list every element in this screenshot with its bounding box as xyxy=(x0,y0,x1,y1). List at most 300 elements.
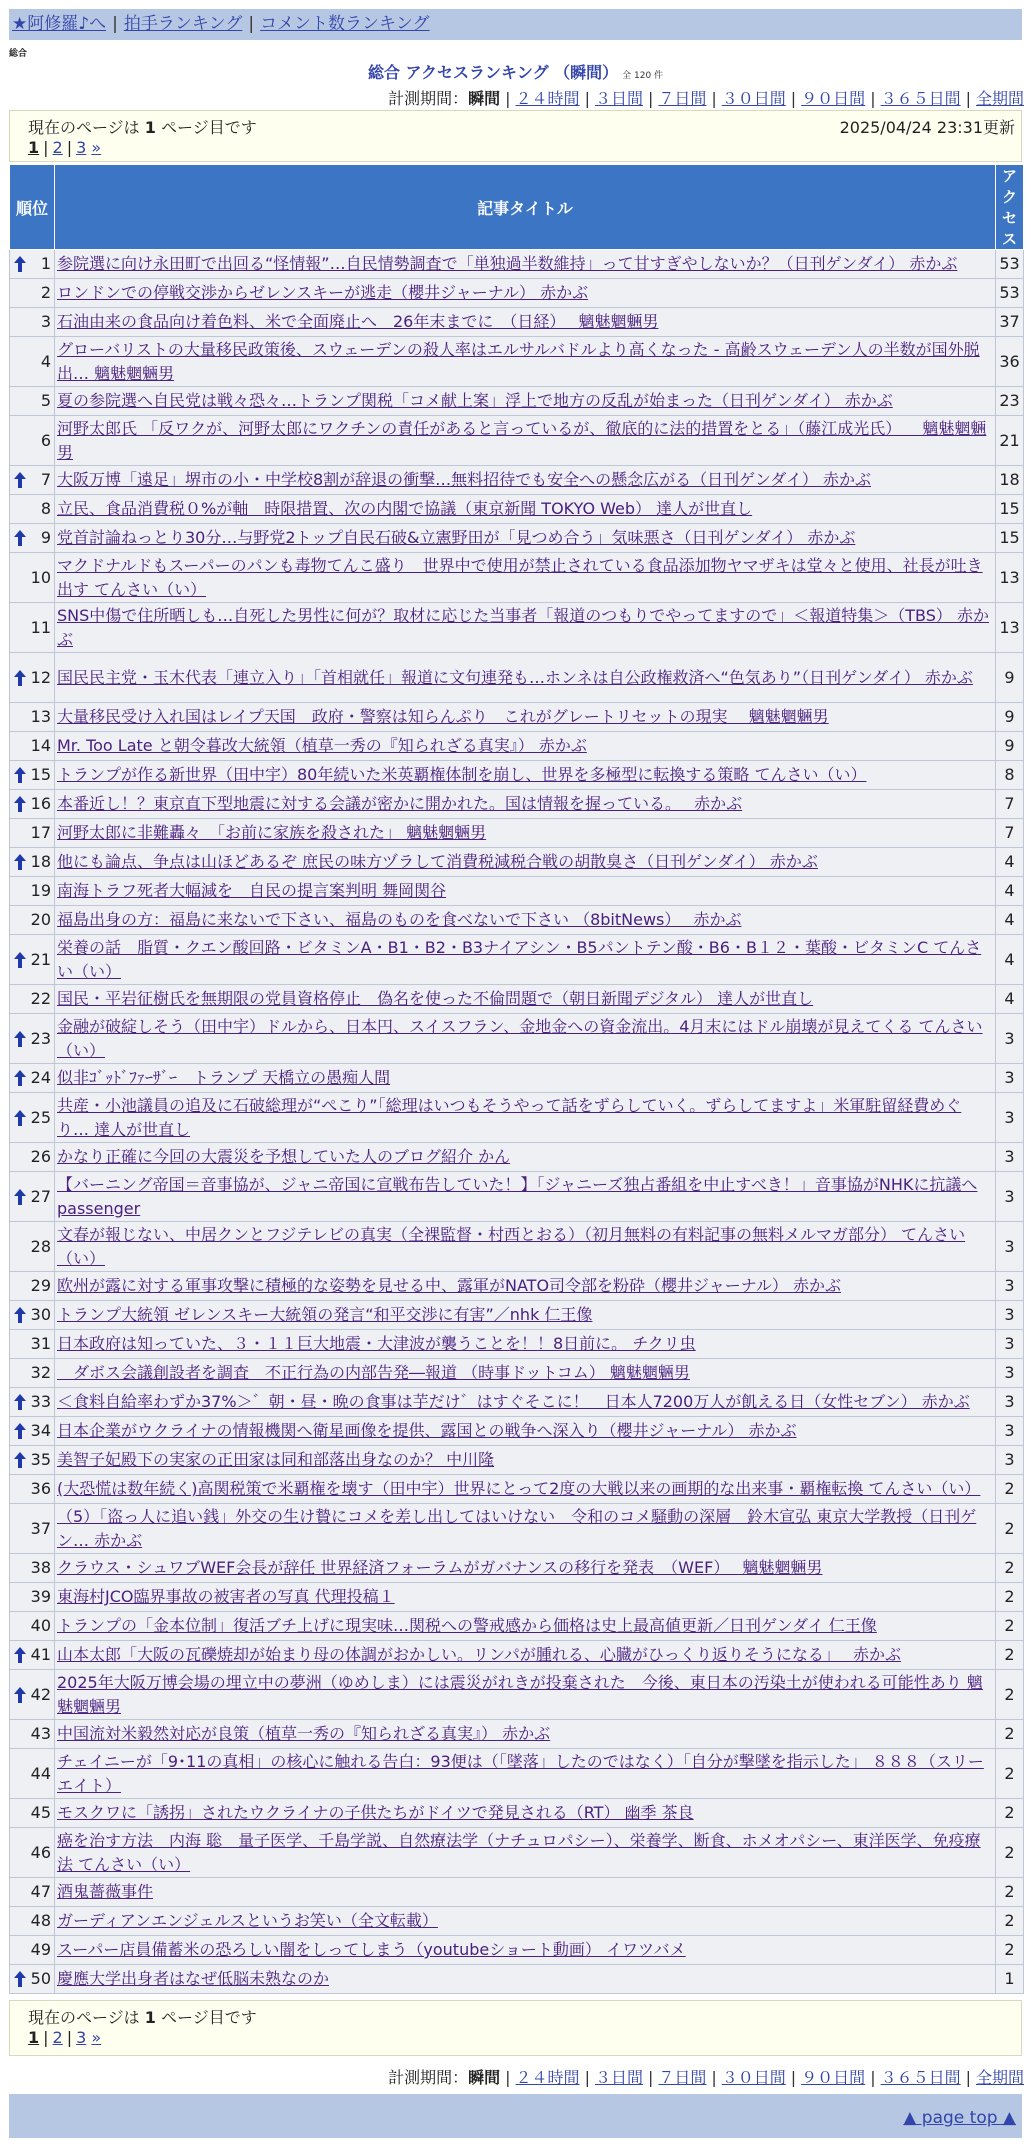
footer-bar xyxy=(9,2094,1022,2138)
rank-number: 7 xyxy=(40,470,51,489)
rank-number: 21 xyxy=(30,949,51,969)
ranking-row xyxy=(10,1301,1024,1330)
rank-number: 28 xyxy=(30,1236,51,1256)
title-cell xyxy=(55,1799,996,1828)
access-count: 21 xyxy=(996,416,1024,466)
title-cell xyxy=(55,1330,996,1359)
rank-cell xyxy=(10,732,55,761)
ranking-row xyxy=(10,603,1024,653)
pagination xyxy=(28,138,101,157)
period-separator: | xyxy=(790,2068,797,2087)
access-count: 13 xyxy=(996,603,1024,653)
rank-cell xyxy=(10,553,55,603)
page-link[interactable]: 1 xyxy=(28,138,40,157)
rank-up-arrow-icon xyxy=(14,1110,26,1126)
title-cell xyxy=(55,1475,996,1504)
page-top-link[interactable]: ▲ page top ▲ xyxy=(903,2108,1016,2128)
nav-separator: | xyxy=(112,14,118,34)
access-count: 53 xyxy=(996,250,1024,279)
ranking-row xyxy=(10,1504,1024,1554)
title-cell xyxy=(55,1670,996,1720)
rank-number: 36 xyxy=(30,1479,51,1498)
asyura-home-link[interactable]: ★阿修羅♪へ xyxy=(12,14,107,34)
access-count: 3 xyxy=(996,1014,1024,1064)
period-option-link[interactable]: ３０日間 xyxy=(721,2068,786,2087)
ranking-row xyxy=(10,1064,1024,1093)
ranking-row xyxy=(10,466,1024,495)
access-count: 4 xyxy=(996,935,1024,985)
article-title-link[interactable]: 山本太郎「大阪の瓦礫焼却が始まり母の体調がおかしい。リンパが腫れる、心臓がひっくり返りそうになる」 赤かぶ xyxy=(57,1645,901,1664)
access-count: 53 xyxy=(996,279,1024,308)
article-title-link[interactable]: 立民、食品消費税０%が軸 時限措置、次の内閣で協議（東京新聞 TOKYO Web） 達人が世直し xyxy=(57,499,753,518)
article-title-link[interactable]: 他にも論点、争点は山ほどあるぞ 庶民の味方ヅラして消費税減税合戦の胡散臭さ（日刊ゲンダイ） 赤かぶ xyxy=(57,852,818,871)
ranking-row xyxy=(10,250,1024,279)
period-separator: | xyxy=(965,2068,971,2087)
article-title-link[interactable]: スーパー店員備蓄米の恐ろしい闇をしってしまう（youtubeショート動画） イワツバメ xyxy=(57,1940,686,1959)
article-title-link[interactable]: 文春が報じない、中居クンとフジテレビの真実（全裸監督・村西とおる）（初月無料の有料記事の無料メルマガ部分） てんさい（い） xyxy=(57,1224,966,1268)
article-title-link[interactable]: 2025年大阪万博会場の埋立中の夢洲（ゆめしま）には震災がれきが投棄された 今後、東日本の汚染土が使われる可能性あり 魑魅魍魎男 xyxy=(57,1672,983,1716)
rank-cell xyxy=(10,877,55,906)
title-cell xyxy=(55,1828,996,1878)
rank-number: 19 xyxy=(30,881,51,900)
access-count: 7 xyxy=(996,819,1024,848)
article-title-link[interactable]: 東海村JCO臨界事故の被害者の写真 代理投稿１ xyxy=(57,1587,395,1606)
access-count: 9 xyxy=(996,732,1024,761)
access-count: 2 xyxy=(996,1749,1024,1799)
article-title-link[interactable]: クラウス・シュワブWEF会長が辞任 世界経済フォーラムがガバナンスの移行を発表 （WEF） 魑魅魍魎男 xyxy=(57,1558,823,1577)
rank-cell xyxy=(10,761,55,790)
rank-cell xyxy=(10,819,55,848)
rank-number: 30 xyxy=(30,1305,51,1324)
next-page-link[interactable]: » xyxy=(91,2028,102,2047)
article-title-link[interactable]: 河野太郎に非難轟々 「お前に家族を殺された」 魑魅魍魎男 xyxy=(57,823,487,842)
rank-cell xyxy=(10,387,55,416)
period-option-link[interactable]: ７日間 xyxy=(658,89,707,108)
rank-number: 31 xyxy=(30,1334,51,1353)
access-count: 3 xyxy=(996,1417,1024,1446)
title-cell xyxy=(55,603,996,653)
rank-cell xyxy=(10,1554,55,1583)
access-count: 1 xyxy=(996,1965,1024,1994)
rank-up-arrow-icon xyxy=(14,1394,26,1410)
title-cell xyxy=(55,1172,996,1222)
rank-number: 29 xyxy=(30,1276,51,1295)
article-title-link[interactable]: 大阪万博「遠足」堺市の小・中学校8割が辞退の衝撃…無料招待でも安全への懸念広がる（日刊ゲンダイ） 赤かぶ xyxy=(57,470,871,489)
ranking-row xyxy=(10,1388,1024,1417)
article-title-link[interactable]: 美智子妃殿下の実家の正田家は同和部落出身なのか？ 中川隆 xyxy=(57,1450,495,1469)
rank-number: 43 xyxy=(30,1724,51,1743)
ranking-row xyxy=(10,1936,1024,1965)
article-title-link[interactable]: マクドナルドもスーパーのパンも毒物てんこ盛り 世界中で使用が禁止されている食品添加物ヤマザキは堂々と使用、社長が吐き出す てんさい（い） xyxy=(57,555,983,599)
title-cell xyxy=(55,1064,996,1093)
title-cell xyxy=(55,1554,996,1583)
article-title-link[interactable]: 酒鬼薔薇事件 xyxy=(57,1882,154,1901)
article-title-link[interactable]: 夏の参院選へ自民党は戦々恐々…トランプ関税「コメ献上案」浮上で地方の反乱が始まった（日刊ゲンダイ） 赤かぶ xyxy=(57,391,893,410)
title-cell xyxy=(55,1301,996,1330)
access-count: 9 xyxy=(996,703,1024,732)
ranking-row xyxy=(10,1172,1024,1222)
rank-up-arrow-icon xyxy=(14,256,26,272)
period-option-link[interactable]: ２４時間 xyxy=(515,89,580,108)
ranking-row xyxy=(10,1799,1024,1828)
ranking-row xyxy=(10,703,1024,732)
rank-number: 14 xyxy=(30,736,51,755)
access-count: 4 xyxy=(996,848,1024,877)
title-cell xyxy=(55,1641,996,1670)
article-title-link[interactable]: 国民民主党・玉木代表「連立入り」「首相就任」報道に文句連発も…ホンネは自公政権救済へ“色気あり”（日刊ゲンダイ） 赤かぶ xyxy=(57,667,973,687)
title-cell xyxy=(55,416,996,466)
period-option-link[interactable]: ３日間 xyxy=(594,89,643,108)
ranking-row xyxy=(10,495,1024,524)
access-count: 2 xyxy=(996,1828,1024,1878)
period-separator: | xyxy=(870,2068,876,2087)
article-title-link[interactable]: 参院選に向け永田町で出回る“怪情報”…自民情勢調査で「単独過半数維持」って甘すぎやしないか？（日刊ゲンダイ） 赤かぶ xyxy=(57,254,958,273)
ranking-row xyxy=(10,337,1024,387)
period-separator: | xyxy=(647,89,654,108)
rank-number: 49 xyxy=(30,1940,51,1959)
title-cell xyxy=(55,1388,996,1417)
period-separator: | xyxy=(870,89,876,108)
rank-number: 23 xyxy=(30,1028,51,1048)
ranking-row xyxy=(10,1670,1024,1720)
period-option-link[interactable]: ３日間 xyxy=(594,2068,643,2087)
rank-number: 6 xyxy=(40,430,51,450)
ranking-row xyxy=(10,935,1024,985)
period-option-link[interactable]: ３０日間 xyxy=(721,89,786,108)
access-count: 3 xyxy=(996,1093,1024,1143)
article-title-link[interactable]: ロンドンでの停戦交渉からゼレンスキーが逃走（櫻井ジャーナル） 赤かぶ xyxy=(57,283,589,302)
rank-cell xyxy=(10,495,55,524)
ranking-row xyxy=(10,524,1024,553)
page-info-top xyxy=(9,110,1022,162)
article-title-link[interactable]: ダボス会議創設者を調査 不正行為の内部告発―報道 （時事ドットコム） 魑魅魍魎男 xyxy=(57,1363,690,1382)
article-title-link[interactable]: （5）「盗っ人に追い銭」外交の生け贄にコメを差し出してはいけない 令和のコメ騒動の深層 鈴木宣弘 東京大学教授（日刊ゲン… 赤かぶ xyxy=(57,1506,977,1550)
article-title-link[interactable]: トランプ大統領 ゼレンスキー大統領の発言“和平交渉に有害”／nhk 仁王像 xyxy=(57,1305,593,1324)
pager-separator: | xyxy=(66,138,73,157)
rank-cell xyxy=(10,1446,55,1475)
rank-number: 15 xyxy=(30,765,51,784)
col-access-header: アクセス xyxy=(996,165,1024,250)
title-cell xyxy=(55,308,996,337)
rank-number: 32 xyxy=(30,1363,51,1382)
rank-number: 37 xyxy=(30,1518,51,1538)
rank-number: 5 xyxy=(40,391,51,410)
article-title-link[interactable]: 国民・平岩征樹氏を無期限の党員資格停止 偽名を使った不倫問題で（朝日新聞デジタル） 達人が世直し xyxy=(57,989,814,1008)
article-title-link[interactable]: トランプの「金本位制」復活ブチ上げに現実味…関税への警戒感から価格は史上最高値更新／日刊ゲンダイ 仁王像 xyxy=(57,1616,877,1635)
ranking-row xyxy=(10,387,1024,416)
pager-separator: | xyxy=(43,138,49,157)
article-title-link[interactable]: 【バーニング帝国＝音事協が、ジャニ帝国に宣戦布告していた！】「ジャニーズ独占番組を中止すべき！」音事協がNHKに抗議へ passenger xyxy=(57,1174,978,1218)
article-title-link[interactable]: 南海トラフ死者大幅減を 自民の提言案判明 舞岡関谷 xyxy=(57,881,447,900)
title-cell xyxy=(55,1272,996,1301)
title-cell xyxy=(55,279,996,308)
ranking-table xyxy=(9,164,1024,1994)
table-header-row xyxy=(10,165,1024,250)
rank-number: 38 xyxy=(30,1558,51,1577)
ranking-row xyxy=(10,1446,1024,1475)
access-count: 3 xyxy=(996,1143,1024,1172)
article-title-link[interactable]: トランプが作る新世界（田中宇）80年続いた米英覇権体制を崩し、世界を多極型に転換する策略 てんさい（い） xyxy=(57,765,867,784)
rank-cell xyxy=(10,935,55,985)
ranking-row xyxy=(10,848,1024,877)
rank-cell xyxy=(10,1670,55,1720)
title-cell xyxy=(55,1583,996,1612)
period-separator: | xyxy=(584,2068,590,2087)
period-current: 瞬間 xyxy=(468,2068,501,2087)
article-title-link[interactable]: 本番近し！？東京直下型地震に対する会議が密かに開かれた。国は情報を握っている。 赤かぶ xyxy=(57,794,743,813)
rank-cell xyxy=(10,279,55,308)
page-link[interactable]: 1 xyxy=(28,2028,40,2047)
ranking-row xyxy=(10,653,1024,703)
article-title-link[interactable]: 似非ｺﾞｯﾄﾞﾌｧｰｻﾞｰ トランプ 天橋立の愚痴人間 xyxy=(57,1068,391,1087)
ranking-row xyxy=(10,1554,1024,1583)
ranking-row xyxy=(10,1641,1024,1670)
title-cell xyxy=(55,653,996,703)
ranking-row xyxy=(10,1359,1024,1388)
title-cell xyxy=(55,1014,996,1064)
access-count: 9 xyxy=(996,653,1024,703)
period-separator: | xyxy=(711,2068,717,2087)
title-cell xyxy=(55,1417,996,1446)
ranking-row xyxy=(10,1878,1024,1907)
period-option-link[interactable]: ７日間 xyxy=(658,2068,707,2087)
rank-number: 11 xyxy=(30,617,51,637)
article-title-link[interactable]: モスクワに「誘拐」されたウクライナの子供たちがドイツで発見される（RT） 幽季 茶良 xyxy=(57,1803,694,1822)
title-cell xyxy=(55,1720,996,1749)
rank-number: 18 xyxy=(30,852,51,871)
ranking-row xyxy=(10,877,1024,906)
rank-cell xyxy=(10,1388,55,1417)
rank-cell xyxy=(10,1064,55,1093)
period-option-link[interactable]: 全期間 xyxy=(975,89,1024,108)
title-cell xyxy=(55,1093,996,1143)
article-title-link[interactable]: 日本企業がウクライナの情報機関へ衛星画像を提供、露国との戦争へ深入り（櫻井ジャーナル） 赤かぶ xyxy=(57,1421,797,1440)
rank-cell xyxy=(10,1222,55,1272)
ranking-title: 総合 アクセスランキング （瞬間） xyxy=(367,63,619,82)
rank-number: 8 xyxy=(40,499,51,518)
article-title-link[interactable]: Mr. Too Late と朝令暮改大統領（植草一秀の『知られざる真実』） 赤かぶ xyxy=(57,736,587,755)
access-count: 15 xyxy=(996,495,1024,524)
page-link[interactable]: 3 xyxy=(76,2028,87,2047)
ranking-row xyxy=(10,1330,1024,1359)
page-link[interactable]: 2 xyxy=(52,2028,63,2047)
rank-cell xyxy=(10,1093,55,1143)
updated-timestamp: 2025/04/24 23:31更新 xyxy=(839,118,1015,137)
period-selector xyxy=(388,2065,1024,2088)
rank-cell xyxy=(10,1504,55,1554)
ranking-row xyxy=(10,819,1024,848)
rank-number: 47 xyxy=(30,1882,51,1901)
title-cell xyxy=(55,1878,996,1907)
article-title-link[interactable]: 中国流対米毅然対応が良策（植草一秀の『知られざる真実』） 赤かぶ xyxy=(57,1724,551,1743)
rank-cell xyxy=(10,466,55,495)
title-cell xyxy=(55,495,996,524)
article-title-link[interactable]: 共産・小池議員の追及に石破総理が“ぺこり”「総理はいつもそうやって話をずらしていく。ずらしてますよ」米軍駐留経費めぐり… 達人が世直し xyxy=(57,1095,962,1139)
rank-number: 50 xyxy=(30,1969,51,1988)
ranking-row xyxy=(10,553,1024,603)
rank-number: 25 xyxy=(30,1107,51,1127)
rank-number: 46 xyxy=(30,1842,51,1862)
ranking-row xyxy=(10,1907,1024,1936)
rank-up-arrow-icon xyxy=(14,854,26,870)
title-cell xyxy=(55,732,996,761)
access-count: 3 xyxy=(996,1388,1024,1417)
access-count: 8 xyxy=(996,761,1024,790)
article-title-link[interactable]: 大量移民受け入れ国はレイプ天国 政府・警察は知らんぷり これがグレートリセットの現実 魑魅魍魎男 xyxy=(57,707,829,726)
rank-cell xyxy=(10,790,55,819)
article-title-link[interactable]: ＜食料自給率わずか37%＞゛朝・昼・晩の食事は芋だけ゛はすぐそこに！ 日本人7200万人が飢える日（女性セブン） 赤かぶ xyxy=(57,1392,970,1411)
title-cell xyxy=(55,466,996,495)
rank-cell xyxy=(10,906,55,935)
title-cell xyxy=(55,906,996,935)
title-cell xyxy=(55,387,996,416)
access-count: 2 xyxy=(996,1641,1024,1670)
rank-cell xyxy=(10,524,55,553)
ranking-row xyxy=(10,1720,1024,1749)
period-separator: | xyxy=(505,89,511,108)
comment-ranking-link[interactable]: コメント数ランキング xyxy=(260,14,430,34)
article-title-link[interactable]: (大恐慌は数年続く)高関税策で米覇権を壊す（田中宇）世界にとって2度の大戦以来の画期的な出来事・覇権転換 てんさい（い） xyxy=(57,1479,981,1498)
ranking-row xyxy=(10,1583,1024,1612)
title-cell xyxy=(55,553,996,603)
access-count: 2 xyxy=(996,1799,1024,1828)
rank-cell xyxy=(10,703,55,732)
rank-number: 27 xyxy=(30,1186,51,1206)
rank-cell xyxy=(10,1301,55,1330)
title-cell xyxy=(55,1446,996,1475)
period-option-link[interactable]: ２４時間 xyxy=(515,2068,580,2087)
access-count: 15 xyxy=(996,524,1024,553)
rank-cell xyxy=(10,1907,55,1936)
page-link[interactable]: 2 xyxy=(52,138,63,157)
rank-number: 4 xyxy=(40,351,51,371)
article-title-link[interactable]: 石油由来の食品向け着色料、米で全面廃止へ 26年末までに （日経） 魑魅魍魎男 xyxy=(57,312,659,331)
rank-up-arrow-icon xyxy=(14,530,26,546)
period-option-link[interactable]: 全期間 xyxy=(975,2068,1024,2087)
title-cell xyxy=(55,1612,996,1641)
access-count: 2 xyxy=(996,1720,1024,1749)
next-page-link[interactable]: » xyxy=(91,138,102,157)
rank-cell xyxy=(10,603,55,653)
title-cell xyxy=(55,1359,996,1388)
article-title-link[interactable]: 河野太郎氏 「反ワクが、河野太郎にワクチンの責任があると言っているが、徹底的に法的措置をとる」（藤江成光氏） 魑魅魍魎男 xyxy=(57,418,987,462)
title-cell xyxy=(55,1143,996,1172)
access-count: 2 xyxy=(996,1936,1024,1965)
rank-cell xyxy=(10,1143,55,1172)
article-title-link[interactable]: かなり正確に今回の大震災を予想していた人のブログ紹介 かん xyxy=(57,1147,511,1166)
period-option-link[interactable]: ９０日間 xyxy=(801,2068,866,2087)
rank-up-arrow-icon xyxy=(14,796,26,812)
rank-number: 48 xyxy=(30,1911,51,1930)
col-rank-header: 順位 xyxy=(10,165,55,250)
rank-number: 16 xyxy=(30,794,51,813)
rank-number: 10 xyxy=(30,567,51,587)
access-count: 2 xyxy=(996,1475,1024,1504)
page-link[interactable]: 3 xyxy=(76,138,87,157)
period-option-link[interactable]: ９０日間 xyxy=(801,89,866,108)
access-count: 2 xyxy=(996,1878,1024,1907)
rank-number: 2 xyxy=(40,283,51,302)
rank-number: 9 xyxy=(40,528,51,547)
top-nav xyxy=(9,9,1022,40)
rank-up-arrow-icon xyxy=(14,1423,26,1439)
rank-cell xyxy=(10,1720,55,1749)
pager-separator: | xyxy=(66,2028,73,2047)
title-cell xyxy=(55,524,996,553)
nav-separator: | xyxy=(248,14,255,34)
ranking-row xyxy=(10,1612,1024,1641)
rank-cell xyxy=(10,1583,55,1612)
ranking-row xyxy=(10,985,1024,1014)
rank-number: 13 xyxy=(30,707,51,726)
period-option-link[interactable]: ３６５日間 xyxy=(880,2068,961,2087)
rank-number: 44 xyxy=(30,1763,51,1783)
ranking-row xyxy=(10,906,1024,935)
article-title-link[interactable]: ガーディアンエンジェルスというお笑い（全文転載） xyxy=(57,1911,438,1930)
title-cell xyxy=(55,848,996,877)
title-cell xyxy=(55,250,996,279)
pager-separator: | xyxy=(43,2028,49,2047)
rank-up-arrow-icon xyxy=(14,1647,26,1663)
title-cell xyxy=(55,1222,996,1272)
access-count: 3 xyxy=(996,1172,1024,1222)
access-count: 2 xyxy=(996,1554,1024,1583)
rank-cell xyxy=(10,1641,55,1670)
article-title-link[interactable]: グローバリストの大量移民政策後、スウェーデンの殺人率はエルサルバドルより高くなった - 高齢スウェーデン人の半数が国外脱出… 魑魅魍魎男 xyxy=(57,339,980,383)
rank-number: 33 xyxy=(30,1392,51,1411)
period-option-link[interactable]: ３６５日間 xyxy=(880,89,961,108)
article-title-link[interactable]: SNS中傷で住所晒しも…自死した男性に何が？取材に応じた当事者「報道のつもりでやってますので」＜報道特集＞（TBS） 赤かぶ xyxy=(57,605,989,649)
title-cell xyxy=(55,1504,996,1554)
article-title-link[interactable]: 金融が破綻しそう（田中宇）ドルから、日本円、スイスフラン、金地金への資金流出。4月末にはドル崩壊が見えてくる てんさい（い） xyxy=(57,1016,983,1060)
article-title-link[interactable]: 日本政府は知っていた、３・１１巨大地震・大津波が襲うことを！！8日前に。 チクリ虫 xyxy=(57,1334,696,1353)
period-separator: | xyxy=(965,89,971,108)
rank-cell xyxy=(10,1330,55,1359)
rank-cell xyxy=(10,1878,55,1907)
ranking-row xyxy=(10,761,1024,790)
rank-cell xyxy=(10,1936,55,1965)
period-label: 計測期間： xyxy=(388,89,469,108)
article-title-link[interactable]: 福島出身の方：福島に来ないで下さい、福島のものを食べないで下さい （8bitNews） 赤かぶ xyxy=(57,910,742,929)
access-count: 3 xyxy=(996,1222,1024,1272)
ranking-row xyxy=(10,1093,1024,1143)
rank-up-arrow-icon xyxy=(14,1971,26,1987)
article-title-link[interactable]: チェイニーが「9･11の真相」の核心に触れる告白：93便は（「墜落」したのではなく）「自分が撃墜を指示した」 ８８８（スリーエイト） xyxy=(57,1751,984,1795)
title-cell xyxy=(55,1907,996,1936)
access-count: 13 xyxy=(996,553,1024,603)
ranking-row xyxy=(10,1014,1024,1064)
rank-number: 26 xyxy=(30,1147,51,1166)
article-title-link[interactable]: 癌を治す方法 内海 聡 量子医学、千島学説、自然療法学（ナチュロパシー）、栄養学、断食、ホメオパシー、東洋医学、免疫療法 てんさい（い） xyxy=(57,1830,981,1874)
col-title-header: 記事タイトル xyxy=(55,165,996,250)
ranking-row xyxy=(10,1749,1024,1799)
access-count: 18 xyxy=(996,466,1024,495)
period-separator: | xyxy=(505,2068,511,2087)
access-count: 2 xyxy=(996,1907,1024,1936)
ranking-row xyxy=(10,1272,1024,1301)
rank-up-arrow-icon xyxy=(14,952,26,968)
clap-ranking-link[interactable]: 拍手ランキング xyxy=(123,14,243,34)
rank-up-arrow-icon xyxy=(14,1307,26,1323)
article-title-link[interactable]: 慶應大学出身者はなぜ低脳未熟なのか xyxy=(57,1969,330,1988)
article-title-link[interactable]: 党首討論ねっとり30分…与野党2トップ自民石破&立憲野田が「見つめ合う」気味悪さ（日刊ゲンダイ） 赤かぶ xyxy=(57,528,856,547)
ranking-row xyxy=(10,1417,1024,1446)
rank-cell xyxy=(10,250,55,279)
article-title-link[interactable]: 欧州が露に対する軍事攻撃に積極的な姿勢を見せる中、露軍がNATO司令部を粉砕（櫻井ジャーナル） 赤かぶ xyxy=(57,1276,842,1295)
rank-up-arrow-icon xyxy=(14,472,26,488)
article-title-link[interactable]: 栄養の話 脂質・クエン酸回路・ビタミンA・B1・B2・B3ナイアシン・B5パントテン酸・B6・B１２・葉酸・ビタミンC てんさい（い） xyxy=(57,937,982,981)
ranking-row xyxy=(10,1828,1024,1878)
